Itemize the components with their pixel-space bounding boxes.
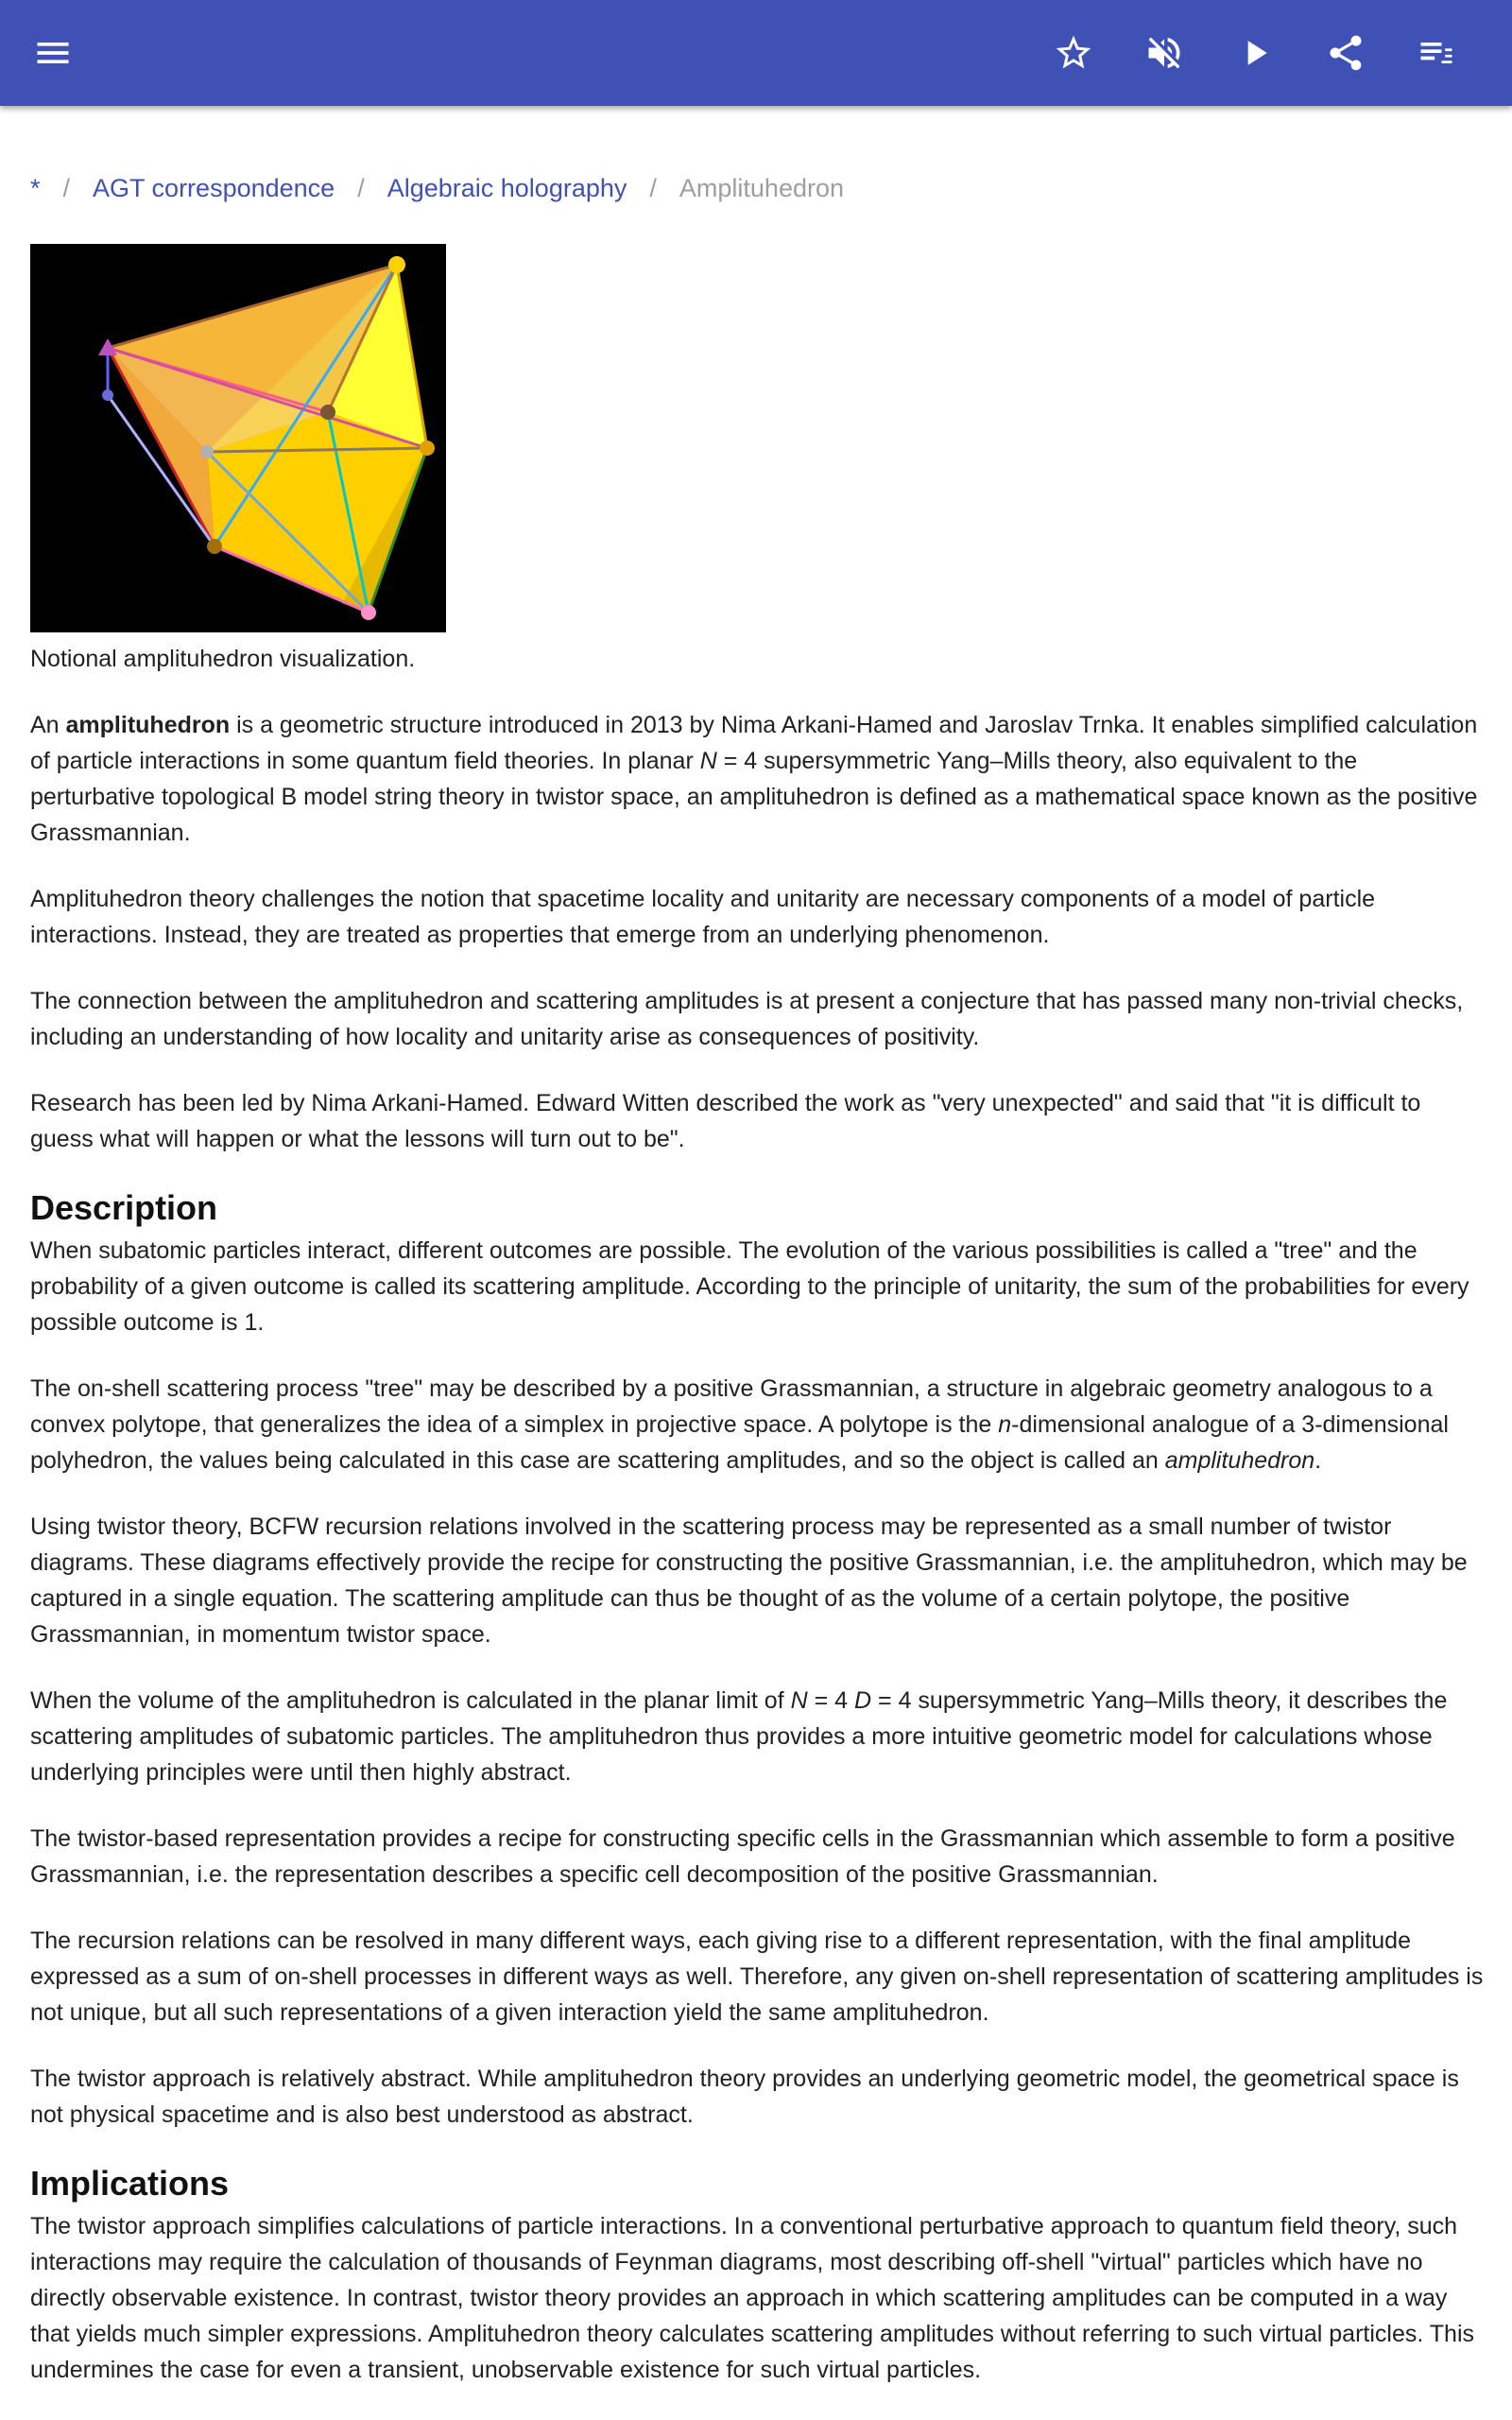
breadcrumb-item-agt-correspondence[interactable]: AGT correspondence xyxy=(93,173,335,202)
description-paragraph-1: When subatomic particles interact, different outcomes are possible. The evolution of the various possibilities is called a "tree" and the probability of a given outcome is called its scattering amplitude. According to the principle of unitarity, the sum of the probabilities for every possible outcome is 1. xyxy=(30,1237,1469,1336)
section-heading-description: Description xyxy=(30,1188,218,1227)
math-d: D xyxy=(854,1687,872,1714)
text-run: = 4 supersymmetric Yang–Mills theory, also equivalent to the perturbative topological B model string theory in twistor space, an amplituhedron is defined as a mathematical space known as the positive Grassmannian. xyxy=(30,748,1478,846)
text-run: When the volume of the amplituhedron is calculated in the planar limit of xyxy=(30,1687,791,1714)
playlist-icon[interactable] xyxy=(1410,26,1463,79)
implications-paragraph-1: The twistor approach simplifies calculations of particle interactions. In a conventional perturbative approach to quantum field theory, such interactions may require the calculation of thousands of Feynman diagrams, most describing off-shell "virtual" particles which have no directly observable existence. In contrast, twistor theory provides an approach in which scattering amplitudes can be computed in a way that yields much simpler expressions. Amplituhedron theory calculates scattering amplitudes without referring to such virtual particles. This undermines the case for even a transient, unobservable existence for such virtual particles. xyxy=(30,2213,1475,2383)
text-run: is a geometric structure introduced in 2013 by Nima Arkani-Hamed and Jaroslav Trnka. It enables simplified calculation of particle interactions in some quantum field theories. In planar xyxy=(30,712,1478,774)
figure-caption: Notional amplituhedron visualization. xyxy=(30,646,416,672)
term-amplituhedron: amplituhedron xyxy=(65,712,231,738)
breadcrumb-item-algebraic-holography[interactable]: Algebraic holography xyxy=(387,173,627,202)
breadcrumb-home[interactable]: * xyxy=(30,173,41,202)
description-paragraph-5: The twistor-based representation provides a recipe for constructing specific cells in the Grassmannian which assemble to form a positive Grassmannian, i.e. the representation describes a specific cell decomposition of the positive Grassmannian. xyxy=(30,1825,1455,1888)
text-run: An xyxy=(30,712,66,738)
description-paragraph-7: The twistor approach is relatively abstract. While amplituhedron theory provides an underlying geometric model, the geometrical space is not physical spacetime and is also best understood as abstract. xyxy=(30,2066,1459,2128)
share-icon[interactable] xyxy=(1319,26,1372,79)
description-paragraph-4 xyxy=(30,1683,1486,1790)
text-run: = 4 xyxy=(807,1687,855,1714)
math-n: N xyxy=(699,748,717,774)
intro-paragraph-2: Amplituhedron theory challenges the notion that spacetime locality and unitarity are necessary components of a model of particle interactions. Instead, they are treated as properties that emerge from an underlying phenomenon. xyxy=(30,886,1376,948)
intro-paragraph-1 xyxy=(30,707,1486,851)
intro-paragraph-3: The connection between the amplituhedron and scattering amplitudes is at present a conjecture that has passed many non-trivial checks, including an understanding of how locality and unitarity arise as consequences of positivity. xyxy=(30,988,1464,1050)
intro-paragraph-4: Research has been led by Nima Arkani-Hamed. Edward Witten described the work as "very unexpected" and said that "it is difficult to guess what will happen or what the lessons will turn out to be". xyxy=(30,1090,1421,1152)
app-bar xyxy=(0,0,1512,106)
breadcrumb-separator: / xyxy=(357,173,365,202)
math-n: N xyxy=(790,1687,808,1714)
breadcrumb-current: Amplituhedron xyxy=(679,173,844,202)
term-amplituhedron-italic: amplituhedron xyxy=(1164,1447,1315,1474)
play-icon[interactable] xyxy=(1228,26,1281,79)
volume-off-icon[interactable] xyxy=(1138,26,1191,79)
amplituhedron-image xyxy=(30,244,446,632)
text-run: . xyxy=(1314,1447,1322,1474)
menu-icon[interactable] xyxy=(26,26,79,79)
section-heading-implications: Implications xyxy=(30,2164,230,2203)
article-body xyxy=(30,641,1486,2418)
breadcrumb-separator: / xyxy=(62,173,71,202)
description-paragraph-3: Using twistor theory, BCFW recursion relations involved in the scattering process may be represented as a small number of twistor diagrams. These diagrams effectively provide the recipe for constructing the positive Grassmannian, i.e. the amplituhedron, which may be captured in a single equation. The scattering amplitude can thus be thought of as the volume of a certain polytope, the positive Grassmannian, in momentum twistor space. xyxy=(30,1513,1468,1648)
text-run: The on-shell scattering process "tree" may be described by a positive Grassmannian, a structure in algebraic geometry analogous to a convex polytope, that generalizes the idea of a simplex in projective space. A polytope is the xyxy=(30,1375,1433,1438)
breadcrumb-separator: / xyxy=(649,173,657,202)
text-run: = 4 supersymmetric Yang–Mills theory, it describes the scattering amplitudes of subatomic particles. The amplituhedron thus provides a more intuitive geometric model for calculations whose underlying principles were until then highly abstract. xyxy=(30,1687,1448,1786)
description-paragraph-2 xyxy=(30,1371,1486,1478)
math-n: n xyxy=(998,1411,1012,1438)
description-paragraph-6: The recursion relations can be resolved in many different ways, each giving rise to a different representation, with the final amplitude expressed as a sum of on-shell processes in different ways as well. Therefore, any given on-shell representation of scattering amplitudes is not unique, but all such representations of a given interaction yield the same amplituhedron. xyxy=(30,1927,1484,2026)
breadcrumb xyxy=(30,166,844,210)
amplituhedron-figure[interactable] xyxy=(30,244,446,632)
text-run: -dimensional analogue of a 3-dimensional polyhedron, the values being calculated in this case are scattering amplitudes, and so the object is called an xyxy=(30,1411,1449,1474)
star-outline-icon[interactable] xyxy=(1047,26,1100,79)
